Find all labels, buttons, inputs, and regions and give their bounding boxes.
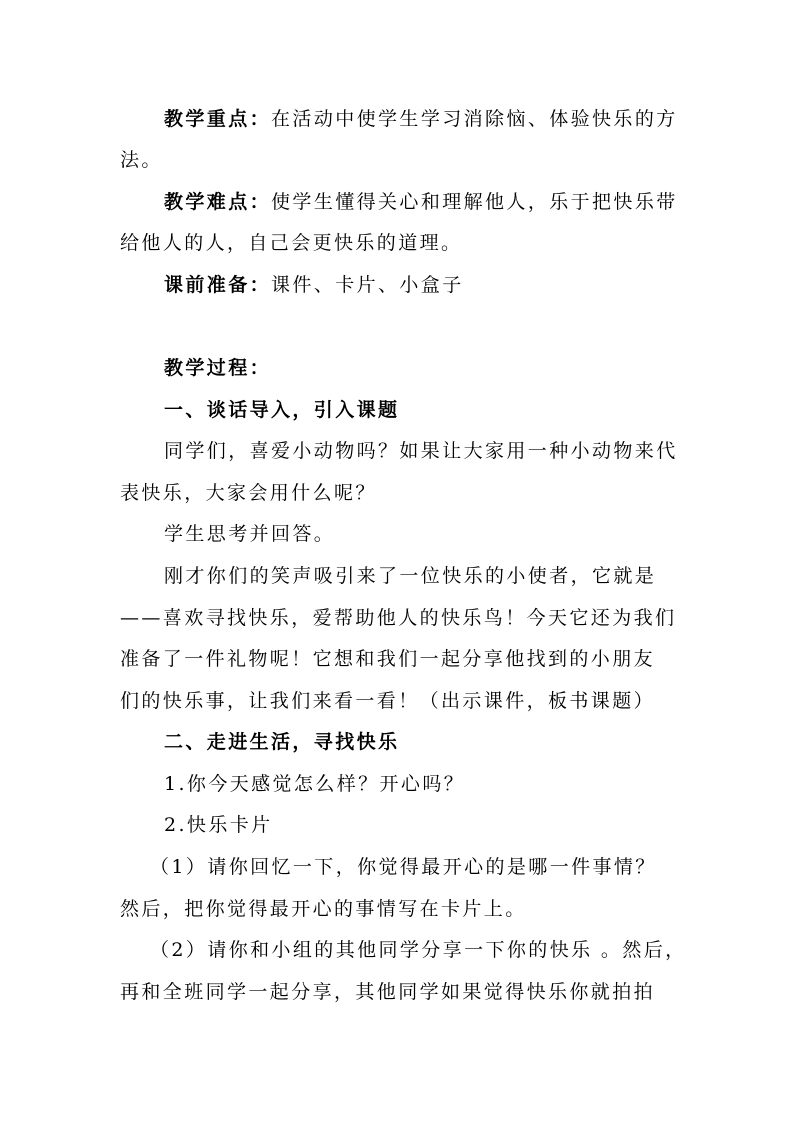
- process-heading: 教学过程：: [164, 357, 272, 379]
- section1-paragraph3-line4: 们的快乐事，让我们来看一看！（出示课件，板书课题）: [120, 690, 656, 712]
- teaching-focus-line: [164, 106, 724, 132]
- teaching-focus-text: 在活动中使学生学习消除恼、体验快乐的方: [271, 108, 678, 130]
- section2-item1: 1.你今天感觉怎么样？开心吗？: [164, 773, 466, 795]
- section1-paragraph1-line1: 同学们，喜爱小动物吗？如果让大家用一种小动物来代: [164, 440, 678, 462]
- preparation-text: 课件、卡片、小盒子: [271, 274, 464, 296]
- section1-paragraph3-line2: ——喜欢寻找快乐，爱帮助他人的快乐鸟！今天它还为我们: [120, 607, 677, 629]
- section1-paragraph3-line3: 准备了一件礼物呢！它想和我们一起分享他找到的小朋友: [120, 648, 656, 670]
- section2-heading: 二、走进生活，寻找快乐: [164, 731, 400, 753]
- teaching-difficulty-continuation: 给他人的人，自己会更快乐的道理。: [120, 232, 463, 254]
- teaching-focus-continuation: 法。: [120, 149, 163, 171]
- section1-paragraph3-line1: 刚才你们的笑声吸引来了一位快乐的小使者，它就是: [164, 565, 657, 587]
- section1-paragraph2: 学生思考并回答。: [164, 523, 336, 545]
- section2-item2: 2.快乐卡片: [164, 814, 273, 836]
- teaching-difficulty-line: [164, 189, 724, 215]
- section2-sub2-line1: （2）请你和小组的其他同学分享一下你的快乐 。然后，: [150, 939, 687, 961]
- teaching-difficulty-label: 教学难点：: [164, 191, 272, 213]
- preparation-label: 课前准备：: [164, 274, 272, 296]
- teaching-focus-label: 教学重点：: [164, 108, 272, 130]
- preparation-line: [164, 272, 724, 298]
- section2-sub1-line1: （1）请你回忆一下，你觉得最开心的是哪一件事情？: [150, 856, 657, 878]
- section1-heading: 一、谈话导入，引入课题: [164, 399, 400, 421]
- section2-sub2-line2: 再和全班同学一起分享，其他同学如果觉得快乐你就拍拍: [120, 981, 656, 1003]
- section2-sub1-line2: 然后，把你觉得最开心的事情写在卡片上。: [120, 898, 527, 920]
- teaching-difficulty-text: 使学生懂得关心和理解他人，乐于把快乐带: [271, 191, 678, 213]
- section1-paragraph1-line2: 表快乐，大家会用什么呢？: [120, 482, 377, 504]
